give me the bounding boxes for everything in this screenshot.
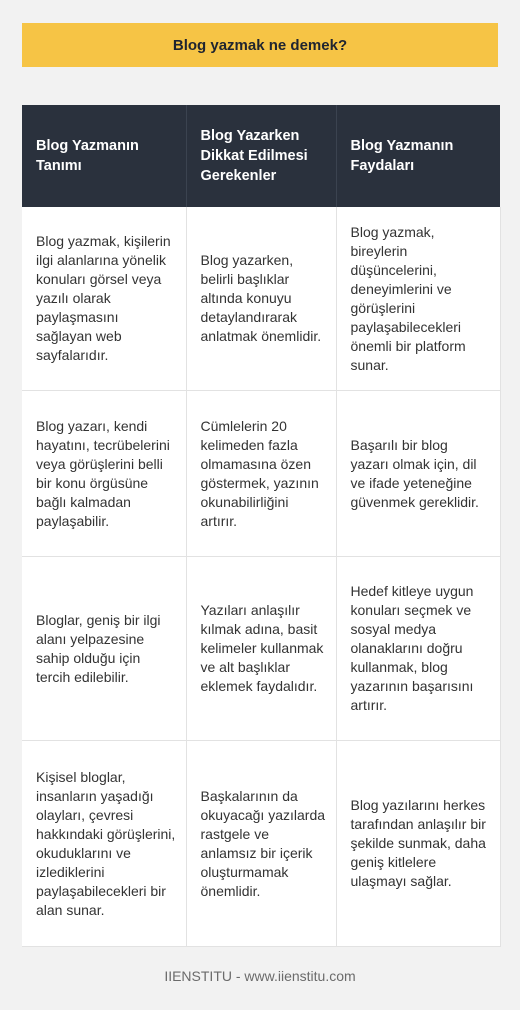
column-header-definition: Blog Yazmanın Tanımı (22, 105, 186, 207)
comparison-table (22, 105, 501, 947)
table-cell: Başarılı bir blog yazarı olmak için, dil ve ifade yeteneğine güvenmek gereklidir. (336, 391, 500, 557)
table-row (22, 741, 500, 947)
table-cell: Blog yazılarını herkes tarafından anlaşılır bir şekilde sunmak, daha geniş kitlelere ulaşmayı sağlar. (336, 741, 500, 947)
table-cell: Blog yazmak, kişilerin ilgi alanlarına yönelik konuları görsel veya yazılı olarak paylaşmasını sağlayan web sayfalarıdır. (22, 207, 186, 391)
table-cell: Bloglar, geniş bir ilgi alanı yelpazesine sahip olduğu için tercih edilebilir. (22, 557, 186, 741)
table-row (22, 207, 500, 391)
table-cell: Hedef kitleye uygun konuları seçmek ve sosyal medya olanaklarını doğru kullanmak, blog yazarının başarısını artırır. (336, 557, 500, 741)
column-header-benefits: Blog Yazmanın Faydaları (336, 105, 500, 207)
column-header-considerations: Blog Yazarken Dikkat Edilmesi Gerekenler (186, 105, 336, 207)
table-cell: Başkalarının da okuyacağı yazılarda rastgele ve anlamsız bir içerik oluşturmamak önemlidir. (186, 741, 336, 947)
table-cell: Blog yazmak, bireylerin düşüncelerini, deneyimlerini ve görüşlerini paylaşabilecekleri önemli bir platform sunar. (336, 207, 500, 391)
table-cell: Yazıları anlaşılır kılmak adına, basit kelimeler kullanmak ve alt başlıklar eklemek faydalıdır. (186, 557, 336, 741)
table-header-row (22, 105, 500, 207)
table-cell: Cümlelerin 20 kelimeden fazla olmamasına özen göstermek, yazının okunabilirliğini artırır. (186, 391, 336, 557)
table-cell: Blog yazarken, belirli başlıklar altında konuyu detaylandırarak anlatmak önemlidir. (186, 207, 336, 391)
table-row (22, 391, 500, 557)
table-cell: Kişisel bloglar, insanların yaşadığı olayları, çevresi hakkındaki görüşlerini, okuduklarını ve izlediklerini paylaşabilecekleri bir alan sunar. (22, 741, 186, 947)
table-row (22, 557, 500, 741)
table-cell: Blog yazarı, kendi hayatını, tecrübelerini veya görüşlerini belli bir konu örgüsüne bağlı kalmadan paylaşabilir. (22, 391, 186, 557)
page-title: Blog yazmak ne demek? (22, 23, 498, 67)
footer-credit: IIENSTITU - www.iienstitu.com (164, 968, 356, 984)
